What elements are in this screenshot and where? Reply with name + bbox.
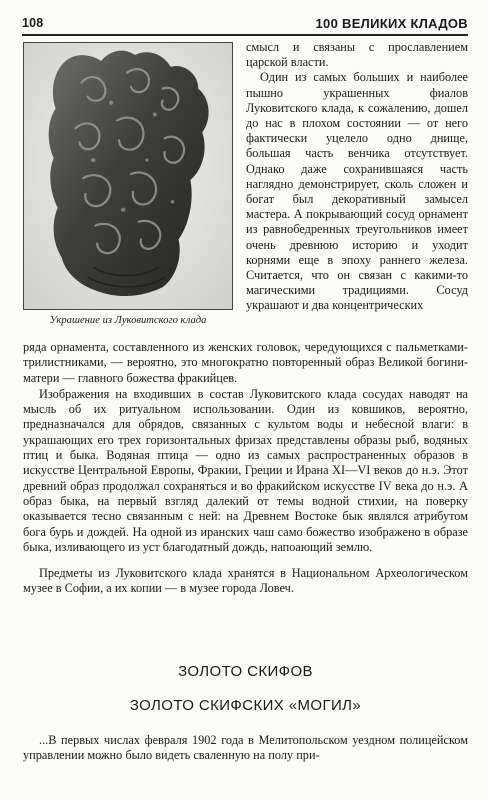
page-number: 108: [22, 16, 44, 30]
page-header: [22, 14, 468, 36]
column-paragraph-2: Один из самых больших и наиболее пышно украшенных фиалов Луковитского клада, к сожалению, дошел до нас в плохом состоянии — от него фактически уцелело одно днище, большая часть венчика отсутствует. Однако даже сохранившаяся часть наглядно демонстрирует, сколь сложен и богат был декоративный замысел мастера. А покрывающий сосуд орнамент из равнобедренных треугольников имеет очень древнюю историю и уходит корнями еще в эпоху раннего железа. Считается, что он связан с какими-то магическими традициями. Сосуд украшают и два концентрических: [246, 70, 468, 313]
figure-caption: Украшение из Луковитского клада: [49, 315, 207, 326]
body-text: [23, 340, 468, 597]
section-title: ЗОЛОТО СКИФОВ: [178, 663, 313, 680]
body-paragraph-3: Предметы из Луковитского клада хранятся в Национальном Археологическом музее в Софии, а их копии — в музее города Ловеч.: [23, 566, 468, 596]
final-text: [23, 733, 468, 764]
treasure-ornament-illustration: [24, 43, 232, 309]
treasure-photo: [23, 42, 233, 310]
final-paragraph: ...В первых числах февраля 1902 года в Мелитопольском уездном полицейском управлении можно было видеть сваленную на полу при-: [23, 733, 468, 763]
body-paragraph-2: Изображения на входивших в состав Луковитского клада сосудах наводят на мысль об их ритуальном использовании. Один из ковшиков, вероятно, предназначался для обрядов, связанных с культом воды и небесной влаги: в украшающих его трех горизонтальных фризах представлены образы рыб, водяных птиц и быка. Водяная птица — одно из самых распространенных образов в искусстве Центральной Европы, Фракии, Греции и Ирана XI—VI веков до н.э. Этот древний образ продолжал сохраняться и во фракийском искусстве IV века до н.э. А образ быка, на первый взгляд далекий от темы водной стихии, на поверку оказывается тесно связанным с ней: на Древнем Востоке бык являлся атрибутом бога бурь и дождей. На одной из иранских чаш само божество изображено в образе быка, изливающего из уст благодатный дождь, напоающий землю.: [23, 386, 468, 554]
subsection-title: ЗОЛОТО СКИФСКИХ «МОГИЛ»: [129, 697, 362, 714]
column-text: [246, 40, 468, 314]
column-paragraph-1: смысл и связаны с прославлением царской власти.: [246, 40, 468, 70]
running-title: 100 ВЕЛИКИХ КЛАДОВ: [315, 16, 468, 31]
body-paragraph-1: ряда орнамента, составленного из женских головок, чередующихся с пальметками-трилистниками, — вероятно, это многократно повторенный образ Великой богини-матери — главного божества фракийцев.: [23, 340, 468, 385]
